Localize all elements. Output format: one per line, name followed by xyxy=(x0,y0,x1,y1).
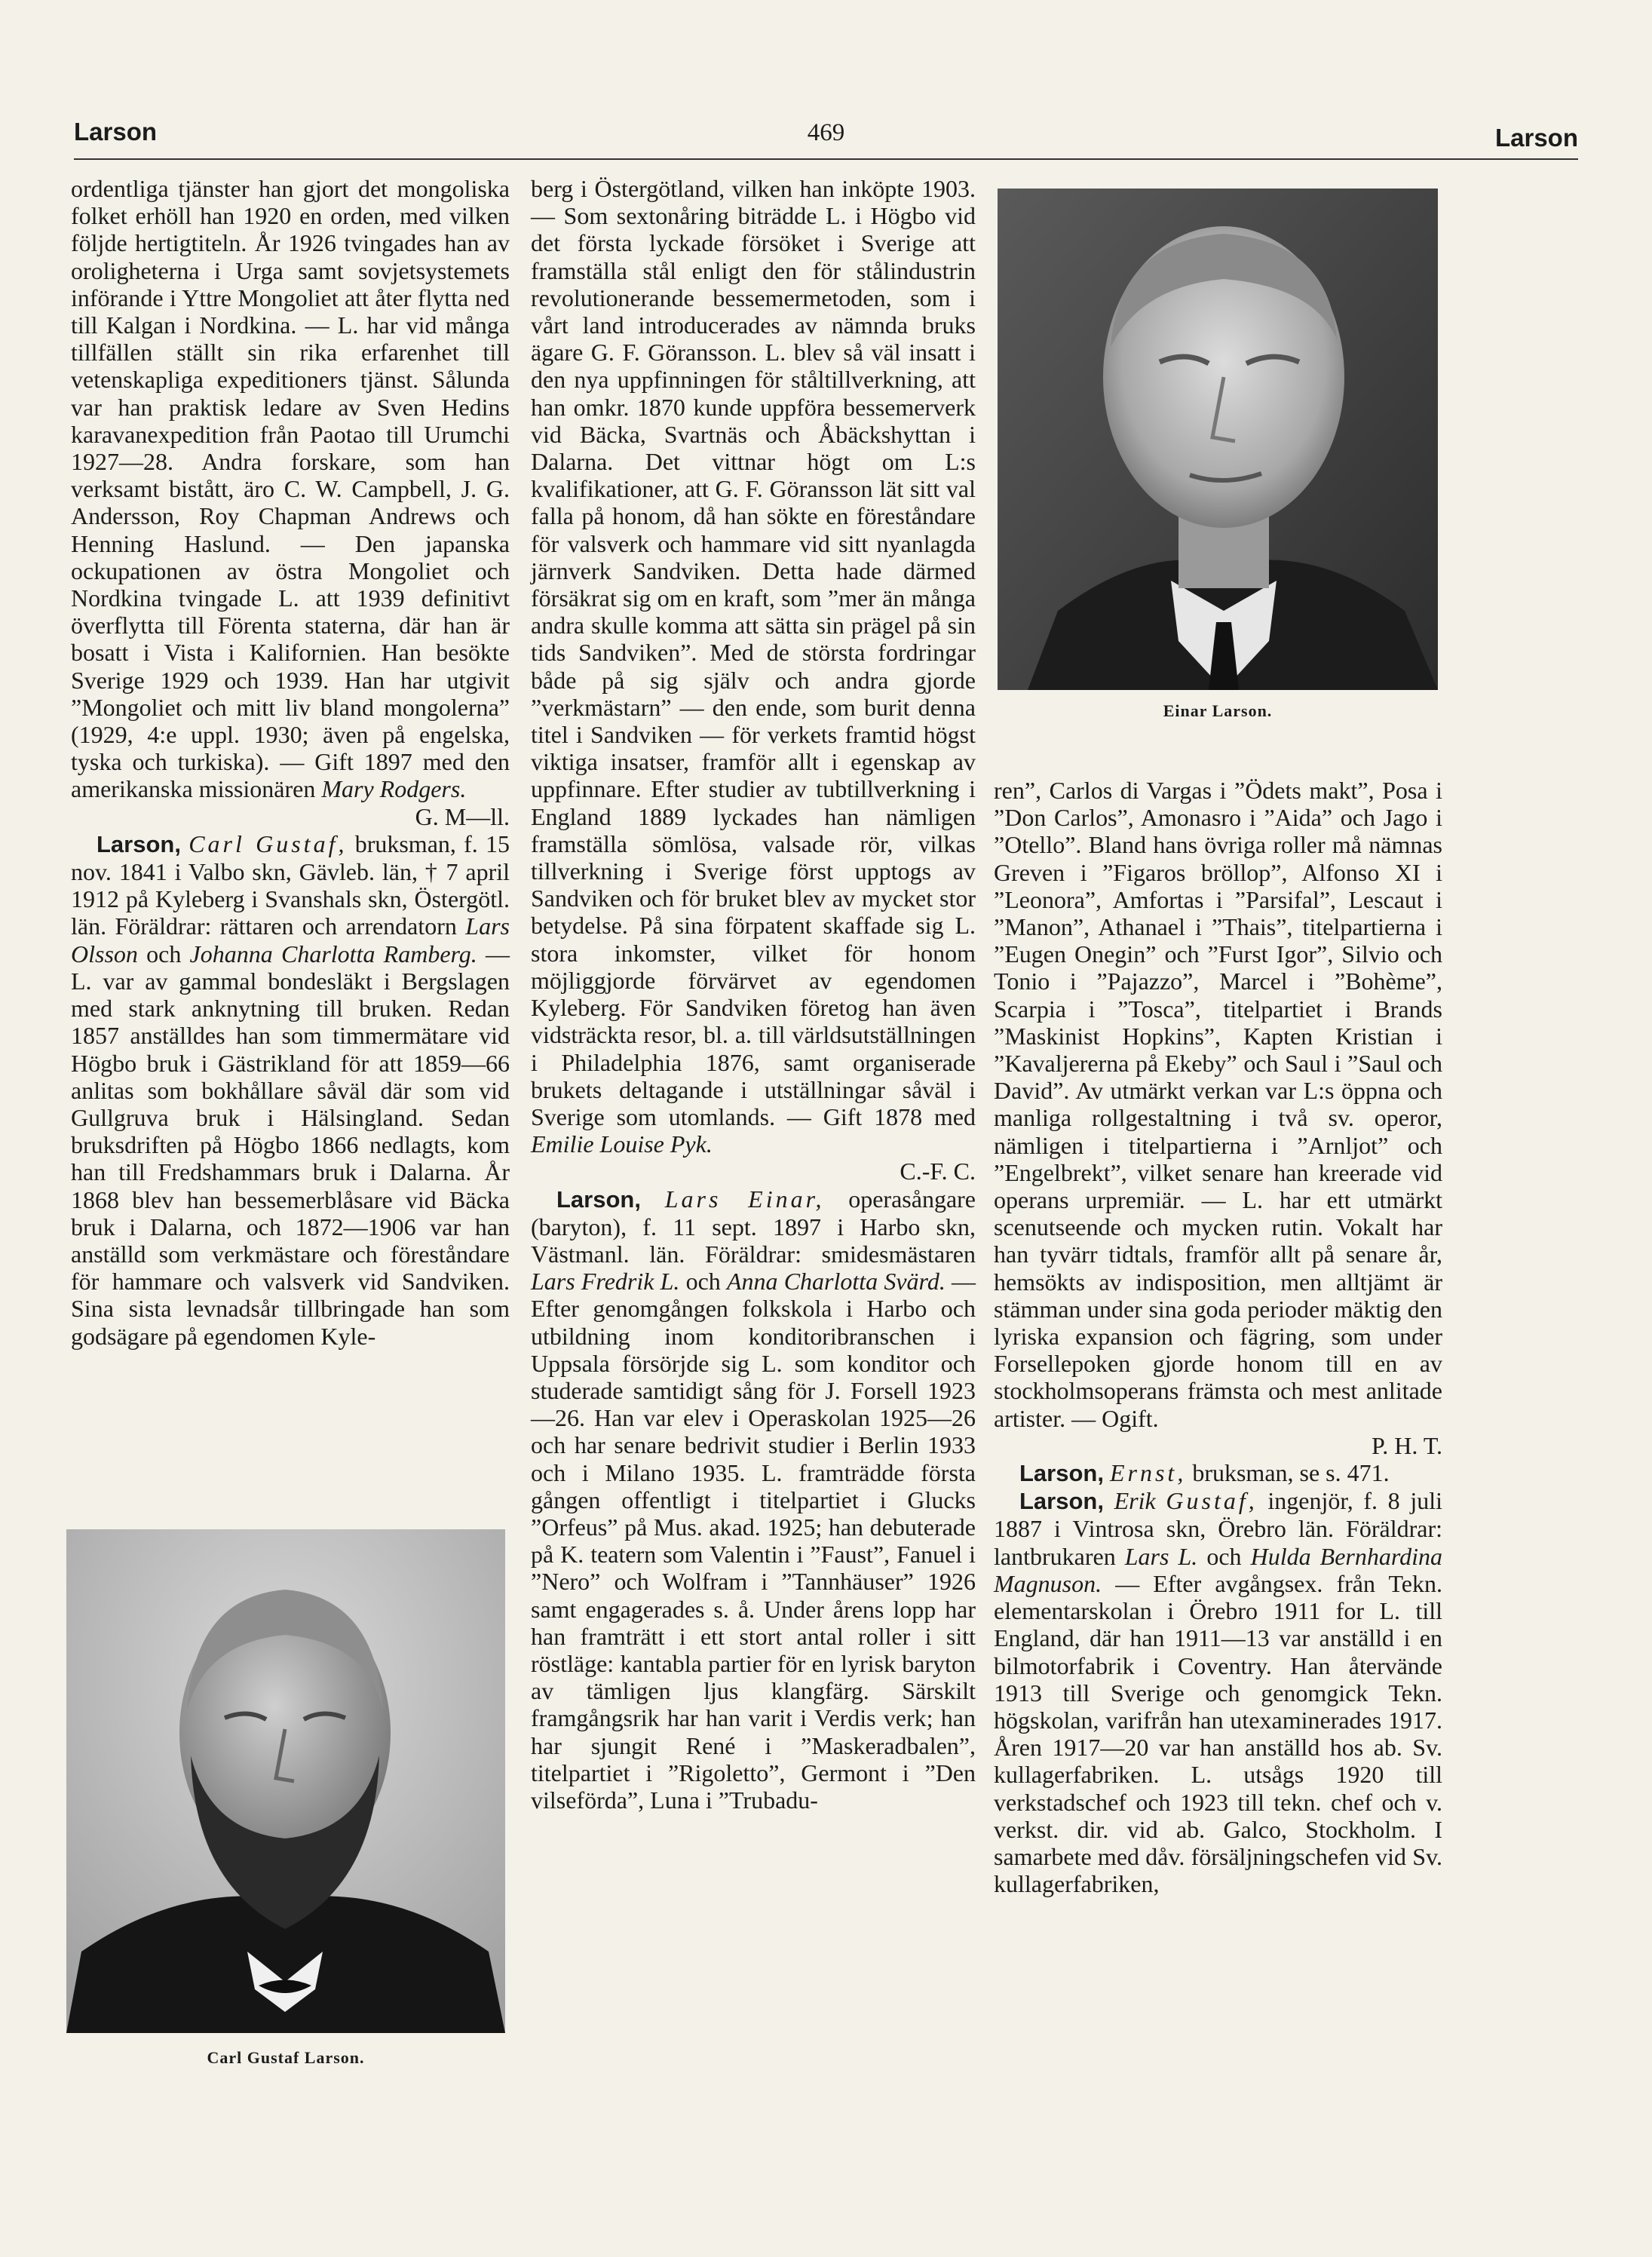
photo-caption: Einar Larson. xyxy=(1163,701,1273,720)
mother-name: Anna Charlotta Svärd. xyxy=(726,1268,946,1296)
entry-carl-gustaf-larson xyxy=(71,830,510,1350)
author-signature: P. H. T. xyxy=(1372,1431,1442,1459)
entry-first-name: Erik xyxy=(1114,1487,1156,1515)
entry-surname: Larson, xyxy=(556,1185,641,1213)
portrait-photo-einar-larson xyxy=(998,189,1438,690)
portrait-photo-carl-gustaf-larson xyxy=(66,1529,505,2033)
mother-name: Johanna Charlotta Ramberg. xyxy=(189,940,477,968)
entry-given-names: Carl Gustaf, xyxy=(188,830,348,857)
entry-lars-einar-larson xyxy=(531,1185,976,1814)
header-left: Larson xyxy=(74,118,158,146)
spouse-name: Emilie Louise Pyk. xyxy=(531,1130,713,1158)
column-3 xyxy=(994,777,1442,1897)
connector-text: och xyxy=(137,940,190,968)
entry-surname: Larson, xyxy=(1019,1488,1104,1515)
column-2 xyxy=(531,175,976,1814)
body-text: ingenjör, f. 8 juli 1887 i Vintrosa skn, Örebro län. Föräldrar: lantbrukaren xyxy=(994,1487,1443,1570)
entry-ernst-larson xyxy=(994,1459,1442,1487)
entry-surname: Larson, xyxy=(1019,1460,1104,1487)
page-number: 469 xyxy=(807,119,845,146)
author-signature: G. M—ll. xyxy=(415,802,510,830)
author-signature: C.-F. C. xyxy=(900,1158,976,1185)
body-text: ren”, Carlos di Vargas i ”Ödets makt”, Posa i ”Don Carlos”, Amonasro i ”Aida” och Jago i ”Otello”. Bland hans övriga roller må nämnas Greven i ”Figaros bröllop”, Alfonso XI i ”Leonora”, Amfortas i ”Parsifal”, Lescaut i ”Manon”, Athanael i ”Thais”, titelpartierna i ”Eugen Onegin” och ”Furst Igor”, Silvio och Tonio i ”Pajazzo”, Marcel i ”Bohème”, Scarpia i ”Tosca”, titelpartiet i Brands ”Maskinist Hopkins”, Kapten Kristian i ”Kavaljererna på Ekeby” och Saul i ”Saul och David”. Av utmärkt verkan var L:s öppna och manliga rollgestaltning i två sv. operor, nämligen i titelpartierna i ”Arnljot” och ”Engelbrekt”, vilket senare han kreerade vid operans urpremiär. — L. har ett utmärkt scenutseende och mycken rutin. Vokalt har han tyvärr tidtals, framför allt på senare år, hemsökts av indisposition, men alltjämt är stämman under sina goda perioder mäktig den lyriska expansion och fägring, som under Forsellepoken gjorde honom till en av stockholmsoperans främsta och mest anlitade artister. — Ogift. xyxy=(994,777,1442,1432)
connector-text: och xyxy=(679,1268,727,1296)
body-text: operasångare (baryton), f. 11 sept. 1897 i Harbo skn, Västmanl. län. Föräldrar: smidesmästaren xyxy=(531,1185,976,1268)
spouse-name: Mary Rodgers. xyxy=(321,775,467,803)
body-text: — Efter avgångsex. från Tekn. elementarskolan i Örebro 1911 for L. till England, där han 1911—13 var anställd i en bilmotorfabrik i Coventry. Han återvände 1913 till Sverige och genomgick Tekn. högskolan, varifrån han utexaminerades 1917. Åren 1917—20 var han anställd hos ab. Sv. kullagerfabriken. L. utsågs 1920 till verkstadschef och 1923 till tekn. chef och v. verkst. dir. vid ab. Galco, Stockholm. I samarbete med dåv. försäljningschefen vid Sv. kullagerfabriken, xyxy=(994,1569,1442,1898)
body-text: — L. var av gammal bondesläkt i Bergslagen med stark anknytning till bruken. Redan 1857 anställdes han som timmermätare vid Högbo bruk i Gästrikland för att 1859—66 anlitas som bokhållare såväl där som vid Gullgruva bruk i Hälsingland. Sedan bruksdriften på Högbo 1866 nedlagts, kom han till Fredshammars bruk i Dalarna. År 1868 blev han bessemerblåsare vid Bäcka bruk i Dalarna, och 1872—1906 var han anställd som verkmästare och föreståndare för hammare och valsverk vid Sandviken. Sina sista levnadsår tillbringade han som godsägare på egendomen Kyle- xyxy=(71,940,510,1350)
body-text: berg i Östergötland, vilken han inköpte 1903. — Som sextonåring biträdde L. i Högbo vid det första lyckade försöket i Sverige att framställa stål enligt den för stålindustrin revolutionerande bessemermetoden, som i vårt land introducerades av nämnda bruks ägare G. F. Göransson. L. blev så väl insatt i den nya uppfinningen för ståltillverkning, att han omkr. 1870 kunde uppföra bessemerverk vid Bäcka, Svartnäs och Åbäckshyttan i Dalarna. Det vittnar högt om L:s kvalifikationer, att G. F. Göransson lät sitt val falla på honom, då han sökte en föreståndare för valsverk och hammare vid sitt nyanlagda järnverk Sandviken. Detta hade därmed försäkrat sig om en kraft, som ”mer än många andra skulle komma att sätta sin prägel på sin tids Sandviken”. Med de största fordringar både på sig själv och andra gjorde ”verkmästarn” — den ende, som burit denna titel i Sandviken — för verkets framtid högst viktiga insatser, framför allt i egenskap av uppfinnare. Efter studier av tubtillverkning i England 1889 lyckades han nämligen framställa sömlösa, valsade rör, vilkas tillverkning i Sverige först upptogs av Sandviken och för bruket blev av mycket stor betydelse. På sina förpatent skaffade sig L. stora inkomster, vilket för honom möjliggjorde förvärvet av egendomen Kyleberg. För Sandviken företog han även vidsträckta resor, bl. a. till världsutställningen i Philadelphia 1876, samt organiserade brukets deltagande i utställningar såväl i Sverige som utomlands. — Gift 1878 med xyxy=(531,175,976,1130)
entry-erik-gustaf-larson xyxy=(994,1487,1442,1897)
body-text: bruksman, f. 15 nov. 1841 i Valbo skn, Gävleb. län, † 7 april 1912 på Kyleberg i Svanshals skn, Östergötl. län. Föräldrar: rättaren och arrendatorn xyxy=(71,830,510,940)
entry-surname: Larson, xyxy=(97,830,181,857)
body-text: ordentliga tjänster han gjort det mongoliska folket erhöll han 1920 en orden, med vilken följde hertigtiteln. År 1926 tvingades han av oroligheterna i Urga samt sovjetsystemets införande i Yttre Mongoliet att åter flytta ned till Kalgan i Nordkina. — L. har vid många tillfällen ställt sin rika erfarenhet till vetenskapliga expeditioners tjänst. Sålunda var han praktisk ledare av Sven Hedins karavanexpedition från Paotao till Urumchi 1927—28. Andra forskare, som han verksamt bistått, äro C. W. Campbell, J. G. Andersson, Roy Chapman Andrews och Henning Haslund. — Den japanska ockupationen av östra Mongoliet och Nordkina tvingade L. att 1939 definitivt överflytta till Förenta staterna, där han är bosatt i Vista i Kalifornien. Han besökte Sverige 1929 och 1939. Han har utgivit ”Mongoliet och mitt liv bland mongolerna” (1929, 4:e uppl. 1930; även på engelska, tyska och turkiska). — Gift 1897 med den amerikanska missionären xyxy=(71,175,510,803)
body-text: — Efter genomgången folkskola i Harbo och utbildning inom konditoribranschen i Uppsala försörjde sig L. som konditor och studerade samtidigt sång för J. Forsell 1923—26. Han var elev i Operaskolan 1925—26 och har senare bedrivit studier i Berlin 1933 och i Milano 1935. L. framträdde första gången offentligt i titelpartiet i Glucks ”Orfeus” på Mus. akad. 1925; han debuterade på K. teatern som Valentin i ”Faust”, Fanuel i ”Nero” och Wolfram i ”Tannhäuser” 1926 samt engagerades s. å. Under årens lopp har han framträtt i ett stort antal roller i sitt röstläge: kantabla partier för en lyrisk baryton av tämligen ljus klangfärg. Särskilt framgångsrik har han varit i Verdis verk; han har sjungit René i ”Maskeradbalen”, titelpartiet i ”Rigoletto”, Germont i ”Den vilseförda”, Luna i ”Trubadu- xyxy=(531,1268,976,1814)
header-rule xyxy=(74,158,1578,160)
running-header xyxy=(74,113,1578,158)
father-name: Lars Olsson xyxy=(71,912,510,968)
header-right: Larson xyxy=(1494,124,1578,152)
portrait-illustration xyxy=(66,1529,505,2033)
entry-continuation xyxy=(994,777,1442,1459)
mother-name: Hulda Bernhardina Magnuson. xyxy=(994,1542,1442,1597)
body-text: bruksman, se s. 471. xyxy=(1186,1459,1390,1487)
entry-continuation xyxy=(71,175,510,830)
entry-given-names: Gustaf, xyxy=(1166,1487,1258,1515)
father-name: Lars L. xyxy=(1124,1542,1198,1570)
column-1 xyxy=(71,175,510,1350)
entry-given-names: Ernst, xyxy=(1109,1459,1187,1487)
portrait-illustration xyxy=(998,189,1438,690)
entry-continuation xyxy=(531,175,976,1185)
photo-caption: Carl Gustaf Larson. xyxy=(207,2048,365,2067)
father-name: Lars Fredrik L. xyxy=(531,1268,680,1296)
entry-given-names: Lars Einar, xyxy=(664,1185,825,1213)
connector-text: och xyxy=(1197,1542,1251,1570)
